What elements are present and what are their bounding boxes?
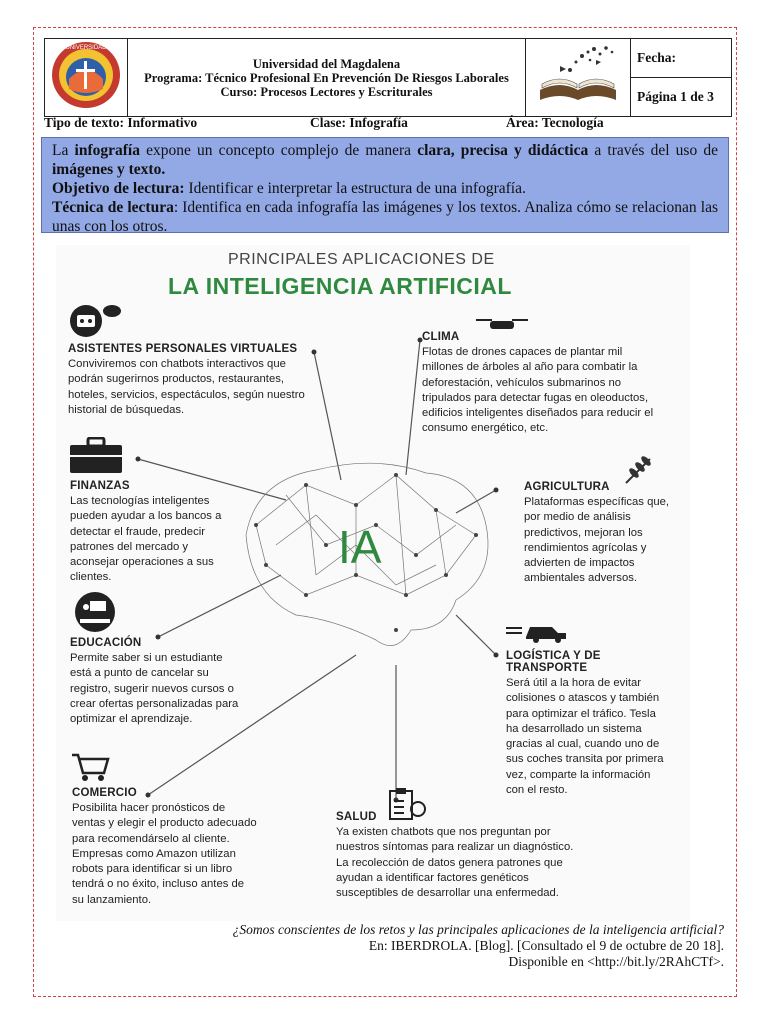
section-text: Permite saber si un estudiante está a punto de cancelar su registro, sugerir nuevos cursos o crear ofertas personalizadas para optimizar el aprendizaje. — [70, 652, 239, 726]
section-educacion — [70, 637, 240, 727]
section-text: Ya existen chatbots que nos preguntan por nuestros síntomas para realizar un diagnóstico. La recolección de datos genera patrones que ayudan a identificar factores genéticos susceptibles de desarrollar una enfermedad. — [336, 826, 574, 900]
section-title: CLIMA — [422, 331, 460, 343]
infographic-title: LA INTELIGENCIA ARTIFICIAL — [168, 273, 512, 299]
info-row — [44, 115, 732, 131]
fecha-label: Fecha: — [637, 50, 676, 65]
section-finanzas — [70, 480, 240, 586]
caption-source: En: IBERDROLA. [Blog]. [Consultado el 9 de octubre de 20 18]. — [368, 938, 724, 953]
section-comercio — [72, 787, 257, 908]
area-type: Área: Tecnología — [506, 115, 604, 130]
section-salud — [336, 811, 586, 901]
teacher-icon — [74, 591, 116, 633]
infographic-subtitle: PRINCIPALES APLICACIONES DE — [228, 251, 495, 268]
university-seal-logo — [49, 39, 123, 111]
caption-question: ¿Somos conscientes de los retos y las principales aplicaciones de la inteligencia artificial? — [232, 922, 724, 937]
pagina-cell — [631, 78, 732, 117]
robot-chatbot-icon — [68, 303, 122, 339]
section-text: Flotas de drones capaces de plantar mil millones de árboles al año para combatir la deforestación, vehículos submarinos no tripulados para detectar fugas en oleoductos, edificios inteligentes diseñados para reducir el consumo energético, etc. — [422, 346, 654, 435]
book-logo-cell — [526, 39, 631, 117]
technique-label: Técnica de lectura — [52, 199, 174, 216]
objective-text: Identificar e interpretar la estructura de una infografía. — [184, 180, 526, 197]
class-type: Clase: Infografía — [310, 115, 408, 130]
intro-text: a través del uso de — [588, 142, 718, 159]
university-logo-cell — [45, 39, 128, 117]
course-name: Curso: Procesos Lectores y Escriturales — [220, 84, 433, 99]
intro-paragraph — [52, 141, 718, 179]
intro-bold: clara, precisa y didáctica — [417, 142, 589, 159]
section-clima — [422, 331, 662, 437]
section-title: EDUCACIÓN — [70, 637, 142, 649]
section-title: AGRICULTURA — [524, 481, 610, 493]
university-name: Universidad del Magdalena — [252, 56, 401, 71]
program-name: Programa: Técnico Profesional En Prevención De Riesgos Laborales — [144, 70, 509, 85]
section-text: Posibilita hacer pronósticos de ventas y elegir el producto adecuado para recomendárselo al cliente. Empresas como Amazon utilizan robots para identificar si un libro tendrá o no éxito, incluso antes de su lanzamiento. — [72, 802, 257, 906]
header-table — [44, 38, 732, 117]
technique-paragraph — [52, 198, 718, 236]
svg-text:UNIVERSIDAD: UNIVERSIDAD — [65, 45, 107, 51]
section-text: Plataformas específicas que, por medio de análisis predictivos, mejoran los rendimientos agrícolas y advierten de impactos ambientales adversos. — [524, 496, 670, 585]
section-title: LOGÍSTICA Y DE TRANSPORTE — [506, 650, 601, 674]
section-asistentes — [68, 343, 308, 418]
fecha-cell — [631, 39, 732, 78]
source-caption — [233, 922, 724, 970]
intro-bold: infografía — [74, 142, 140, 159]
ia-center-label: IA — [338, 521, 382, 573]
caption-link[interactable]: Disponible en <http://bit.ly/2RAhCTf>. — [508, 954, 724, 969]
open-book-icon — [530, 40, 626, 110]
section-agricultura — [524, 481, 674, 587]
objective-label: Objetivo de lectura: — [52, 180, 185, 197]
text-type: Tipo de texto: Informativo — [44, 115, 198, 130]
page-indicator: Página 1 de 3 — [637, 89, 714, 104]
shopping-cart-icon — [70, 751, 110, 783]
objective-paragraph — [52, 179, 718, 198]
section-title: ASISTENTES PERSONALES VIRTUALES — [68, 343, 298, 355]
truck-icon — [506, 619, 568, 643]
briefcase-icon — [70, 437, 122, 473]
section-title: FINANZAS — [70, 480, 130, 492]
intro-text: La — [52, 142, 75, 159]
section-title: SALUD — [336, 811, 377, 823]
infographic — [56, 245, 690, 921]
section-text: Será útil a la hora de evitar colisiones o atascos y también para optimizar el tráfico. Tesla ha desarrollado un sistema gracias al cual, cuando uno de sus coches transita por primera vez, comparte la información con el resto. — [506, 677, 664, 797]
section-text: Las tecnologías inteligentes pueden ayudar a los bancos a detectar el fraude, predecir patrones del mercado y aconsejar operaciones a sus clientes. — [70, 495, 222, 584]
intro-bold: imágenes y texto. — [52, 161, 166, 178]
section-title: COMERCIO — [72, 787, 137, 799]
section-logistica — [506, 650, 671, 798]
intro-text: expone un concepto complejo de manera — [139, 142, 418, 159]
document-title-cell — [128, 39, 526, 117]
intro-box — [41, 137, 729, 233]
technique-text: : Identifica en cada infografía las imágenes y los textos. Analiza cómo se relacionan las unas con los otros. — [52, 199, 718, 235]
section-text: Conviviremos con chatbots interactivos que podrán sugerirnos productos, restaurantes, hoteles, servicios, espectáculos, según nuestro historial de búsquedas. — [68, 358, 305, 416]
